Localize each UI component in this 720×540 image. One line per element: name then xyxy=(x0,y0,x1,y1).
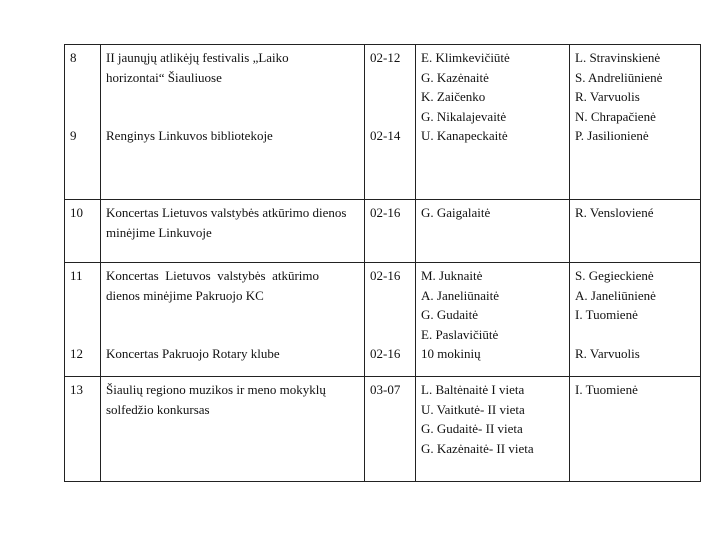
teacher: P. Jasilionienė xyxy=(575,128,649,143)
participant: G. Gaigalaitė xyxy=(421,205,491,220)
row-number-cell xyxy=(65,45,101,200)
teacher: R. Varvuolis xyxy=(575,89,640,104)
participants-cell xyxy=(416,377,570,482)
event-name-line-2: horizontai“ Šiauliuose xyxy=(106,69,222,85)
event-name: Koncertas Pakruojo Rotary klube xyxy=(106,346,280,361)
teacher: R. Vensloviené xyxy=(575,205,654,220)
event-name-line-1: II jaunųjų atlikėjų festivalis „Laiko xyxy=(106,50,289,65)
row-number: 12 xyxy=(70,346,83,361)
teachers-cell xyxy=(570,263,701,377)
table-row xyxy=(65,45,701,200)
teacher: L. Stravinskienė xyxy=(575,50,661,65)
teacher: S. Andreliūnienė xyxy=(575,69,663,85)
row-number-cell xyxy=(65,200,101,263)
participant: K. Zaičenko xyxy=(421,89,486,104)
teacher: R. Varvuolis xyxy=(575,346,640,361)
teachers-cell xyxy=(570,45,701,200)
event-date-cell xyxy=(365,377,416,482)
teacher: S. Gegieckienė xyxy=(575,268,654,283)
teacher: A. Janeliūnienė xyxy=(575,287,656,303)
participant: E. Klimkevičiūtė xyxy=(421,50,510,65)
participant: U. Vaitkutė- II vieta xyxy=(421,401,525,417)
event-date: 03-07 xyxy=(370,382,401,397)
row-number: 13 xyxy=(70,382,83,397)
row-number: 10 xyxy=(70,205,83,220)
table-row xyxy=(65,377,701,482)
events-table xyxy=(64,44,701,482)
participant: A. Janeliūnaitė xyxy=(421,287,499,303)
teacher: I. Tuomienė xyxy=(575,307,638,322)
event-date: 02-12 xyxy=(370,50,401,65)
participant: G. Kazėnaitė xyxy=(421,69,489,85)
row-number-cell xyxy=(65,377,101,482)
event-date-cell xyxy=(365,45,416,200)
event-name-line-1: Koncertas Lietuvos valstybės atkūrimo xyxy=(106,268,320,283)
participant: L. Baltėnaitė I vieta xyxy=(421,382,525,397)
table-row xyxy=(65,263,701,377)
participants-cell xyxy=(416,45,570,200)
event-date-cell xyxy=(365,263,416,377)
event-date-cell xyxy=(365,200,416,263)
participant: G. Gudaitė- II vieta xyxy=(421,421,523,436)
participants-cell xyxy=(416,200,570,263)
row-number: 8 xyxy=(70,50,77,65)
event-name: Šiaulių regiono muzikos ir meno mokyklų solfedžio konkursas xyxy=(106,382,326,417)
row-number-cell xyxy=(65,263,101,377)
event-name: Koncertas Lietuvos valstybės atkūrimo dienos minėjime Linkuvoje xyxy=(106,205,347,240)
row-number: 9 xyxy=(70,128,77,143)
event-date: 02-16 xyxy=(370,268,401,283)
participant: U. Kanapeckaitė xyxy=(421,128,508,143)
participant: E. Paslavičiūtė xyxy=(421,326,499,342)
event-name: Renginys Linkuvos bibliotekoje xyxy=(106,128,273,143)
teachers-cell xyxy=(570,377,701,482)
row-number: 11 xyxy=(70,268,83,283)
event-date: 02-14 xyxy=(370,128,401,143)
teachers-cell xyxy=(570,200,701,263)
participant: G. Kazėnaitė- II vieta xyxy=(421,440,534,456)
participant: 10 mokinių xyxy=(421,346,481,361)
event-name-cell xyxy=(101,377,365,482)
event-name-cell xyxy=(101,45,365,200)
event-date: 02-16 xyxy=(370,346,401,361)
participant: G. Gudaitė xyxy=(421,307,479,322)
teacher: I. Tuomienė xyxy=(575,382,638,397)
participants-cell xyxy=(416,263,570,377)
table-row xyxy=(65,200,701,263)
participant: G. Nikalajevaitė xyxy=(421,108,507,124)
event-name-cell xyxy=(101,263,365,377)
teacher: N. Chrapačienė xyxy=(575,108,656,124)
event-name-line-2: dienos minėjime Pakruojo KC xyxy=(106,287,264,303)
event-name-cell xyxy=(101,200,365,263)
participant: M. Juknaitė xyxy=(421,268,483,283)
event-date: 02-16 xyxy=(370,205,401,220)
